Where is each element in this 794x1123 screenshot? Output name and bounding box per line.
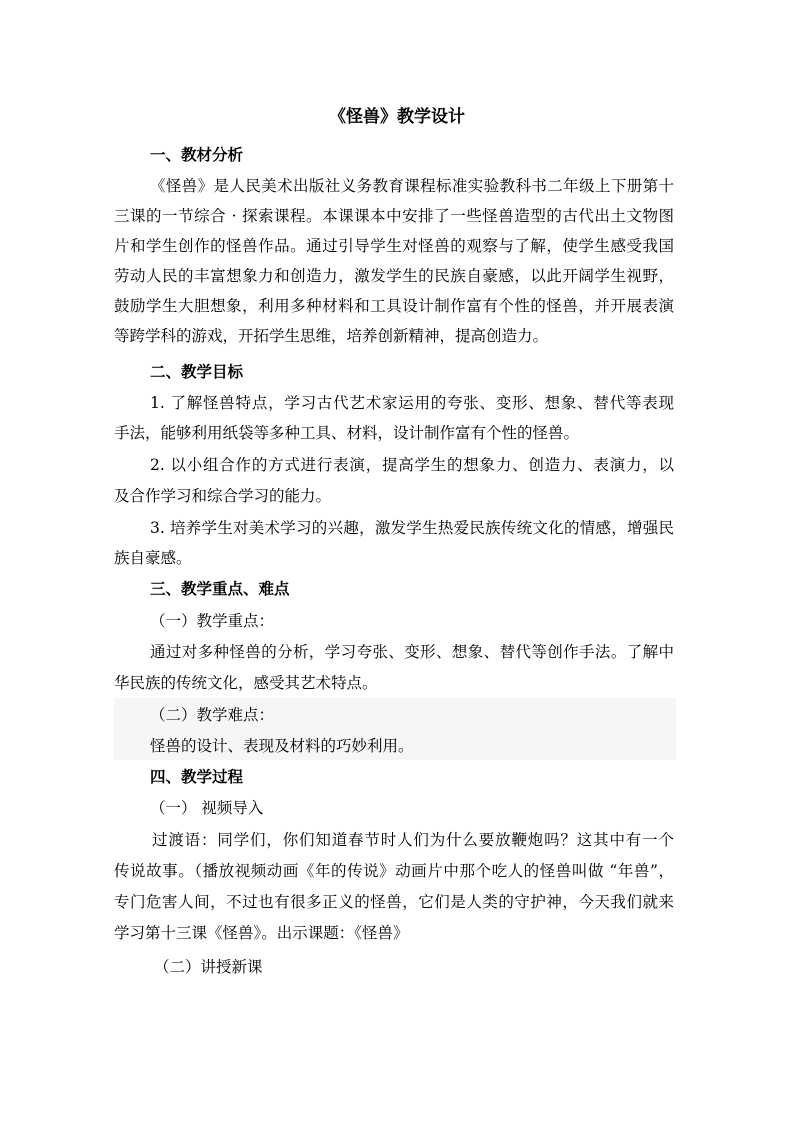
paragraph-line: 专门危害人间，不过也有很多正义的怪兽，它们是人类的守护神，今天我们就来 [114,893,674,911]
goal-line: 2. 以小组合作的方式进行表演，提高学生的想象力、创造力、表演力，以 [150,456,674,474]
section-heading-key-points: 三、教学重点、难点 [150,579,290,598]
goal-line: 1. 了解怪兽特点，学习古代艺术家运用的夸张、变形、想象、替代等表现 [150,394,674,412]
paragraph-line: 三课的一节综合 · 探索课程。本课课本中安排了一些怪兽造型的古代出土文物图 [114,207,674,225]
paragraph-line: 传说故事。（播放视频动画《年的传说》动画片中那个吃人的怪兽叫做 “年兽”， [114,862,674,880]
goal-line: 3. 培养学生对美术学习的兴趣，激发学生热爱民族传统文化的情感，增强民 [150,519,674,537]
subheading-key: （一）教学重点： [150,612,275,630]
paragraph-line: 过渡语：同学们，你们知道春节时人们为什么要放鞭炮吗？这其中有一个 [152,831,674,849]
section-heading-process: 四、教学过程 [150,767,244,786]
paragraph-line: 学习第十三课《怪兽》。出示课题：《怪兽》 [114,924,409,942]
subheading-video: （一） 视频导入 [150,799,264,817]
section-heading-analysis: 一、教材分析 [150,145,244,164]
goal-line: 及合作学习和综合学习的能力。 [114,487,332,505]
paragraph-line: 通过对多种怪兽的分析，学习夸张、变形、想象、替代等创作手法。了解中 [150,643,674,661]
goal-line: 手法，能够利用纸袋等多种工具、材料，设计制作富有个性的怪兽。 [114,424,580,442]
paragraph-line: 鼓励学生大胆想象，利用多种材料和工具设计制作富有个性的怪兽，并开展表演 [114,297,674,315]
paragraph-line: 片和学生创作的怪兽作品。通过引导学生对怪兽的观察与了解，使学生感受我国 [114,237,674,255]
goal-line: 族自豪感。 [114,549,192,567]
paragraph-line: 华民族的传统文化，感受其艺术特点。 [114,674,378,692]
document-title: 《怪兽》教学设计 [329,107,465,127]
paragraph-line: 等跨学科的游戏，开拓学生思维，培养创新精神，提高创造力。 [114,327,549,345]
paragraph-line: 《怪兽》是人民美术出版社义务教育课程标准实验教科书二年级上下册第十 [150,177,674,195]
section-heading-goals: 二、教学目标 [150,362,244,381]
paragraph-line: 怪兽的设计、表现及材料的巧妙利用。 [150,737,414,755]
subheading-new-lesson: （二）讲授新课 [154,958,263,976]
subheading-difficulty: （二）教学难点： [150,706,275,724]
paragraph-line: 劳动人民的丰富想象力和创造力，激发学生的民族自豪感，以此开阔学生视野， [114,267,674,285]
